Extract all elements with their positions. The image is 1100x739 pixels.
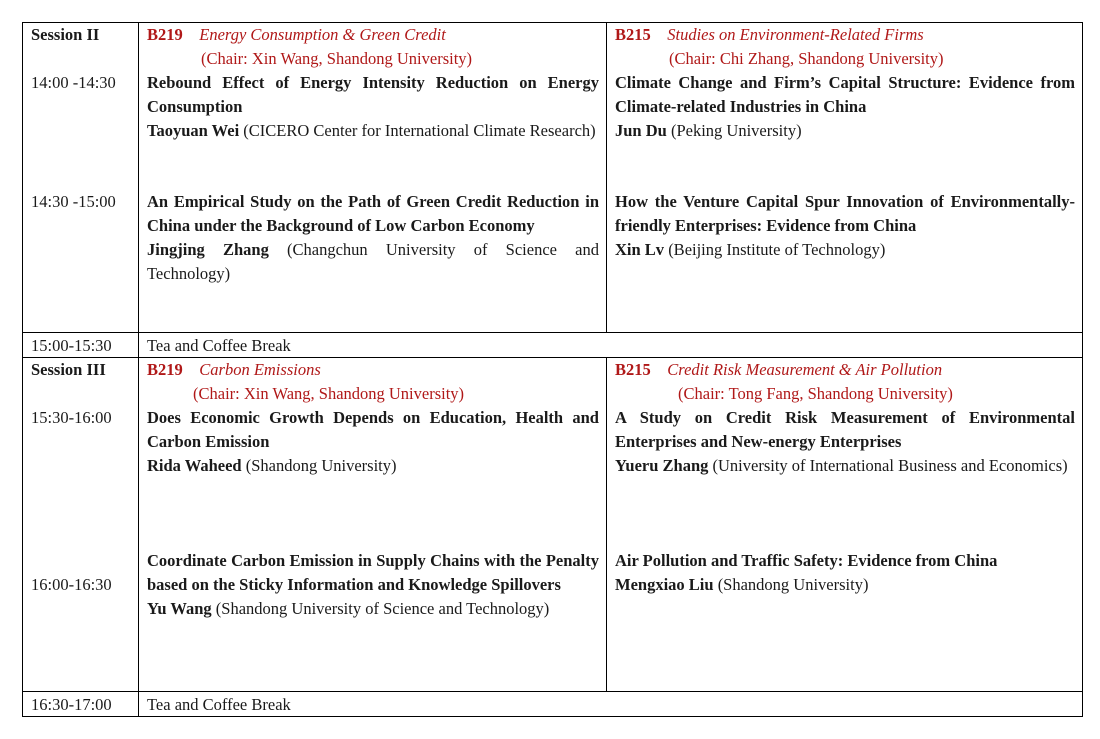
- paper-title: A Study on Credit Risk Measurement of Environmental Enterprises and New-energy Enterprises: [615, 408, 1075, 451]
- paper-title: An Empirical Study on the Path of Green Credit Reduction in China under the Background of Low Carbon Economy: [147, 192, 599, 235]
- room-number: B215: [615, 360, 651, 379]
- paper-entry: [615, 549, 1075, 597]
- paper-author: Jingjing Zhang: [147, 240, 269, 259]
- session-header-right: [615, 358, 942, 382]
- session-theme: Studies on Environment-Related Firms: [667, 25, 924, 44]
- time-slot: 15:30-16:00: [31, 408, 112, 427]
- paper-entry: [615, 190, 1075, 262]
- time-slot: 14:00 -14:30: [31, 73, 116, 92]
- break-label: Tea and Coffee Break: [147, 336, 291, 355]
- session-theme: Carbon Emissions: [199, 360, 321, 379]
- session-chair: (Chair: Tong Fang, Shandong University): [678, 384, 953, 403]
- time-slot: 16:00-16:30: [31, 575, 112, 594]
- paper-title: Rebound Effect of Energy Intensity Reduction on Energy Consumption: [147, 73, 599, 116]
- column-border: [606, 22, 607, 333]
- room-number: B219: [147, 25, 183, 44]
- session-chair: (Chair: Xin Wang, Shandong University): [193, 384, 465, 403]
- time-slot: 14:30 -15:00: [31, 192, 116, 211]
- break-label: Tea and Coffee Break: [147, 695, 291, 714]
- paper-affiliation: (Shandong University of Science and Technology): [215, 599, 550, 618]
- paper-title: Coordinate Carbon Emission in Supply Chains with the Penalty based on the Sticky Information and Knowledge Spillovers: [147, 551, 599, 594]
- paper-title: How the Venture Capital Spur Innovation of Environmentally-friendly Enterprises: Evidence from China: [615, 192, 1075, 235]
- session-theme: Energy Consumption & Green Credit: [199, 25, 446, 44]
- paper-author: Jun Du: [615, 121, 667, 140]
- row-border: [22, 691, 1083, 692]
- paper-affiliation: (Peking University): [670, 121, 802, 140]
- paper-title: Air Pollution and Traffic Safety: Evidence from China: [615, 551, 998, 570]
- session-chair: (Chair: Xin Wang, Shandong University): [201, 49, 473, 68]
- paper-title: Climate Change and Firm’s Capital Structure: Evidence from Climate-related Industries in China: [615, 73, 1075, 116]
- paper-author: Yueru Zhang: [615, 456, 709, 475]
- column-border: [138, 22, 139, 717]
- paper-affiliation: (University of International Business and Economics): [712, 456, 1068, 475]
- paper-author: Xin Lv: [615, 240, 665, 259]
- room-number: B215: [615, 25, 651, 44]
- column-border: [22, 22, 23, 717]
- session-chair: (Chair: Chi Zhang, Shandong University): [669, 49, 944, 68]
- paper-title: Does Economic Growth Depends on Education, Health and Carbon Emission: [147, 408, 599, 451]
- paper-entry: [147, 190, 599, 286]
- session-header-left: [147, 23, 446, 47]
- break-time: 15:00-15:30: [31, 336, 112, 355]
- paper-affiliation: (Changchun University of Science and Technology): [147, 240, 600, 283]
- room-number: B219: [147, 360, 183, 379]
- paper-affiliation: (CICERO Center for International Climate Research): [243, 121, 596, 140]
- session-header-left: [147, 358, 321, 382]
- paper-affiliation: (Shandong University): [245, 456, 397, 475]
- paper-entry: [147, 71, 599, 143]
- paper-affiliation: (Beijing Institute of Technology): [668, 240, 886, 259]
- paper-entry: [615, 406, 1075, 478]
- paper-affiliation: (Shandong University): [717, 575, 869, 594]
- paper-author: Rida Waheed: [147, 456, 242, 475]
- paper-author: Mengxiao Liu: [615, 575, 714, 594]
- paper-entry: [147, 406, 599, 478]
- paper-author: Taoyuan Wei: [147, 121, 240, 140]
- session-header-right: [615, 23, 924, 47]
- column-border: [606, 357, 607, 692]
- paper-entry: [147, 549, 599, 621]
- paper-entry: [615, 71, 1075, 143]
- column-border: [1082, 22, 1083, 717]
- row-border: [22, 332, 1083, 333]
- session-label: Session II: [31, 25, 100, 44]
- break-time: 16:30-17:00: [31, 695, 112, 714]
- paper-author: Yu Wang: [147, 599, 212, 618]
- session-label: Session III: [31, 360, 106, 379]
- session-theme: Credit Risk Measurement & Air Pollution: [667, 360, 943, 379]
